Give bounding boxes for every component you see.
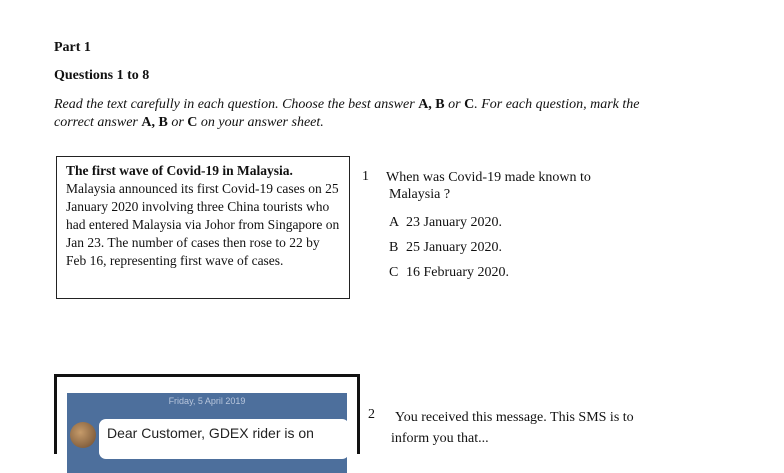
instructions-answers-2: A, B <box>141 115 168 130</box>
instructions-answer-c: C <box>464 97 475 112</box>
instructions-end: on your answer sheet. <box>197 115 324 130</box>
question-2-line-2: inform you that... <box>391 431 489 446</box>
question-1-text <box>386 169 626 203</box>
question-2-line-1: You received this message. This SMS is to <box>395 410 634 425</box>
passage-body: Malaysia announced its first Covid-19 cases on 25 January 2020 involving three China tourists who had entered Malaysia via Johor from Singapore on Jan 23. The number of cases then rose to 22 by Feb 16, representing first wave of cases. <box>66 181 340 268</box>
instructions-answer-c-2: C <box>187 115 198 130</box>
question-2-text <box>391 407 675 449</box>
sms-screenshot <box>67 393 347 473</box>
option-b-text: 25 January 2020. <box>406 240 503 255</box>
option-c-text: 16 February 2020. <box>406 265 510 280</box>
option-c-letter: C <box>389 265 399 280</box>
option-c[interactable] <box>389 265 509 281</box>
option-b[interactable] <box>389 240 502 256</box>
question-1-number: 1 <box>362 169 369 184</box>
passage-title: The first wave of Covid-19 in Malaysia. <box>66 163 293 178</box>
instructions-answers: A, B <box>418 97 445 112</box>
instructions-or: or <box>444 97 465 112</box>
instructions <box>54 96 654 132</box>
option-a[interactable] <box>389 215 502 231</box>
instructions-mid: . For each question, mark the correct answer <box>54 97 640 130</box>
sms-message-bubble: Dear Customer, GDEX rider is on <box>99 419 349 459</box>
instructions-intro: Read the text carefully in each question. Choose the best answer <box>54 97 419 112</box>
option-a-letter: A <box>389 215 400 230</box>
avatar <box>70 422 96 448</box>
question-1-line-1: When was Covid-19 made known to <box>386 170 591 185</box>
questions-range-heading: Questions 1 to 8 <box>54 68 150 83</box>
question-1-line-2: Malaysia ? <box>389 187 451 202</box>
instructions-or-2: or <box>167 115 188 130</box>
question-2-number: 2 <box>368 407 375 422</box>
option-b-letter: B <box>389 240 399 255</box>
sms-date: Friday, 5 April 2019 <box>168 396 246 406</box>
reading-passage-box <box>56 156 350 299</box>
option-a-text: 23 January 2020. <box>406 215 503 230</box>
part-title: Part 1 <box>54 40 91 55</box>
sms-screenshot-frame <box>54 374 360 454</box>
